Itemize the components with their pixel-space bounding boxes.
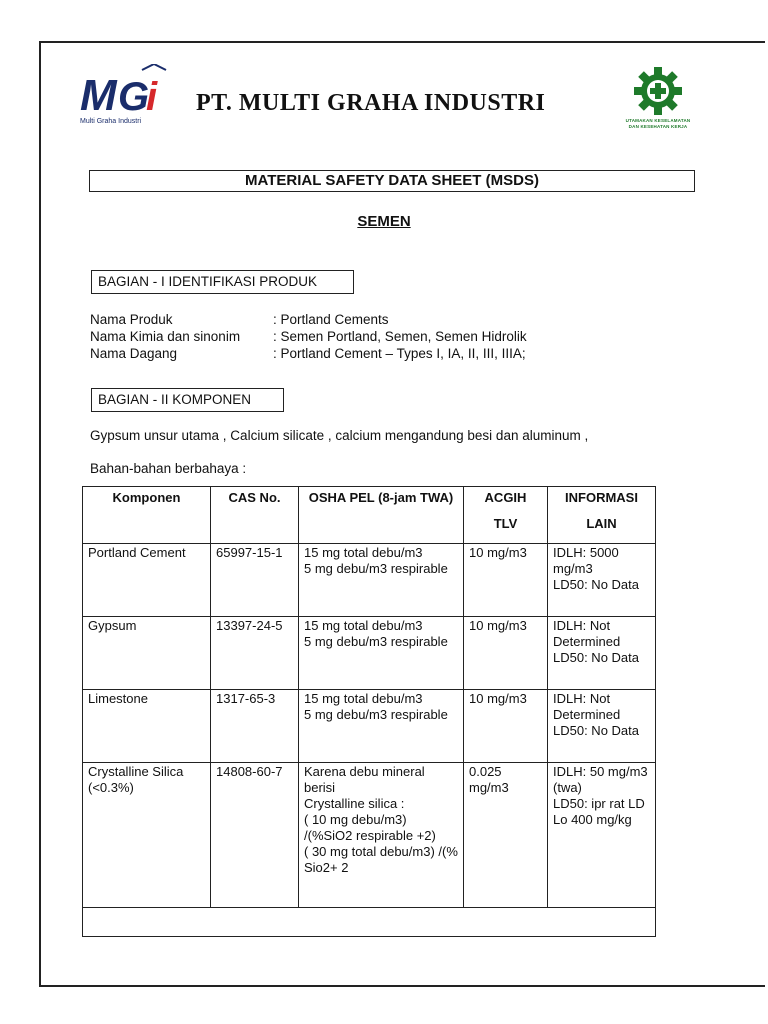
company-logo	[80, 64, 172, 128]
header-cas: CAS No.	[211, 487, 299, 544]
cell-komponen: Crystalline Silica (<0.3%)	[83, 763, 211, 908]
table-row	[83, 617, 656, 690]
product-identification	[90, 311, 527, 362]
ident-value: : Portland Cements	[273, 312, 389, 327]
ident-row	[90, 311, 527, 328]
section-2-heading: BAGIAN - II KOMPONEN	[91, 388, 284, 412]
svg-text:G: G	[118, 75, 150, 116]
komponen-description: Gypsum unsur utama , Calcium silicate , calcium mengandung besi dan aluminum ,	[90, 428, 589, 443]
cell-osha: 15 mg total debu/m3 5 mg debu/m3 respirable	[299, 544, 464, 617]
cell-cas: 14808-60-7	[211, 763, 299, 908]
k3-caption	[616, 118, 700, 130]
header-informasi-lain	[548, 487, 656, 544]
cell-tlv: 10 mg/m3	[464, 690, 548, 763]
k3-caption-line2: DAN KESEHATAN KERJA	[628, 124, 688, 129]
cell-tlv: 0.025 mg/m3	[464, 763, 548, 908]
cell-info: IDLH: Not Determined LD50: No Data	[548, 690, 656, 763]
blank-cell	[83, 908, 656, 937]
logo-caption: Multi Graha Industri	[80, 118, 142, 125]
header-acgih-tlv	[464, 487, 548, 544]
ident-label: Nama Kimia dan sinonim	[90, 329, 241, 344]
table-row	[83, 544, 656, 617]
ident-value: : Portland Cement – Types I, IA, II, III, IIIA;	[273, 346, 526, 361]
cell-tlv: 10 mg/m3	[464, 617, 548, 690]
document-subtitle: SEMEN	[357, 213, 411, 230]
cell-osha: Karena debu mineral berisi Crystalline silica : ( 10 mg debu/m3) /(%SiO2 respirable +2) ( 30 mg total debu/m3) /(% Sio2+ 2	[299, 763, 464, 908]
cell-cas: 1317-65-3	[211, 690, 299, 763]
k3-logo	[616, 66, 700, 130]
table-blank-row	[83, 908, 656, 937]
component-table	[82, 486, 656, 937]
cell-info: IDLH: Not Determined LD50: No Data	[548, 617, 656, 690]
table-header-row	[83, 487, 656, 544]
cell-komponen: Limestone	[83, 690, 211, 763]
header-osha: OSHA PEL (8-jam TWA)	[299, 487, 464, 544]
header-tlv: TLV	[493, 516, 518, 531]
svg-text:M: M	[80, 71, 117, 116]
ident-value: : Semen Portland, Semen, Semen Hidrolik	[273, 329, 527, 344]
ident-label: Nama Dagang	[90, 346, 178, 361]
cell-info: IDLH: 50 mg/m3 (twa) LD50: ipr rat LD Lo 400 mg/kg	[548, 763, 656, 908]
ident-row	[90, 345, 527, 362]
cell-tlv: 10 mg/m3	[464, 544, 548, 617]
header-informasi: INFORMASI	[565, 490, 638, 505]
cell-osha: 15 mg total debu/m3 5 mg debu/m3 respirable	[299, 617, 464, 690]
cell-osha: 15 mg total debu/m3 5 mg debu/m3 respirable	[299, 690, 464, 763]
cell-info: IDLH: 5000 mg/m3 LD50: No Data	[548, 544, 656, 617]
mgi-logo-icon	[80, 64, 172, 116]
cell-cas: 13397-24-5	[211, 617, 299, 690]
cell-komponen: Gypsum	[83, 617, 211, 690]
cell-komponen: Portland Cement	[83, 544, 211, 617]
document-title: MATERIAL SAFETY DATA SHEET (MSDS)	[89, 170, 695, 192]
company-name: PT. MULTI GRAHA INDUSTRI	[196, 90, 546, 116]
ident-label: Nama Produk	[90, 312, 173, 327]
header-lain: LAIN	[586, 516, 617, 531]
ident-row	[90, 328, 527, 345]
header-acgih: ACGIH	[484, 490, 527, 505]
hazard-label: Bahan-bahan berbahaya :	[90, 461, 247, 476]
table-row	[83, 763, 656, 908]
cell-cas: 65997-15-1	[211, 544, 299, 617]
k3-caption-line1: UTAMAKAN KESELAMATAN	[625, 118, 691, 123]
section-1-heading: BAGIAN - I IDENTIFIKASI PRODUK	[91, 270, 354, 294]
header-komponen: Komponen	[83, 487, 211, 544]
safety-gear-cross-icon	[633, 66, 683, 116]
svg-text:i: i	[146, 75, 158, 116]
table-row	[83, 690, 656, 763]
